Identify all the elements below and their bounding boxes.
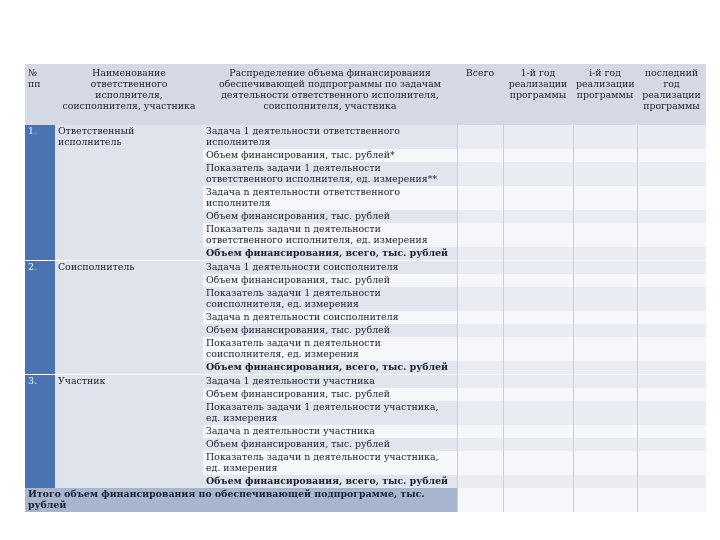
task-description: Показатель задачи 1 деятельности участника, ед. измерения bbox=[203, 401, 457, 425]
value-cell bbox=[503, 311, 573, 324]
value-cell bbox=[637, 388, 706, 401]
row-number-cell bbox=[25, 375, 55, 489]
task-description: Объем финансирования, тыс. рублей bbox=[203, 274, 457, 287]
value-cell bbox=[503, 247, 573, 261]
value-cell bbox=[457, 223, 503, 247]
value-cell bbox=[573, 274, 637, 287]
value-cell bbox=[503, 438, 573, 451]
value-cell bbox=[637, 475, 706, 488]
value-cell bbox=[457, 451, 503, 475]
value-cell bbox=[573, 337, 637, 361]
value-cell bbox=[637, 125, 706, 149]
value-cell bbox=[503, 274, 573, 287]
value-cell bbox=[637, 425, 706, 438]
header-year-i: i-й год реализации программы bbox=[573, 64, 637, 125]
value-cell bbox=[637, 287, 706, 311]
task-description: Показатель задачи n деятельности ответственного исполнителя, ед. измерения bbox=[203, 223, 457, 247]
task-description: Задача 1 деятельности соисполнителя bbox=[203, 261, 457, 275]
value-cell bbox=[457, 162, 503, 186]
value-cell bbox=[637, 324, 706, 337]
value-cell bbox=[503, 425, 573, 438]
value-cell bbox=[503, 337, 573, 361]
value-cell bbox=[457, 401, 503, 425]
value-cell bbox=[573, 287, 637, 311]
value-cell bbox=[637, 223, 706, 247]
value-cell bbox=[573, 125, 637, 149]
grand-total-label: Итого объем финансирования по обеспечивающей подпрограмме, тыс. рублей bbox=[25, 488, 457, 512]
value-cell bbox=[573, 261, 637, 275]
value-cell bbox=[573, 451, 637, 475]
table-row bbox=[25, 125, 706, 149]
value-cell bbox=[503, 186, 573, 210]
value-cell bbox=[637, 337, 706, 361]
value-cell bbox=[573, 361, 637, 375]
value-cell bbox=[637, 311, 706, 324]
value-cell bbox=[457, 149, 503, 162]
value-cell bbox=[573, 475, 637, 488]
value-cell bbox=[503, 388, 573, 401]
value-cell bbox=[457, 247, 503, 261]
participant-name: Соисполнитель bbox=[55, 261, 203, 375]
header-total: Всего bbox=[457, 64, 503, 125]
value-cell bbox=[457, 287, 503, 311]
task-description: Задача 1 деятельности участника bbox=[203, 375, 457, 389]
value-cell bbox=[457, 210, 503, 223]
header-name: Наименование ответственного исполнителя, соисполнителя, участника bbox=[55, 64, 203, 125]
value-cell bbox=[637, 438, 706, 451]
value-cell bbox=[573, 223, 637, 247]
financing-table bbox=[25, 64, 706, 512]
value-cell bbox=[503, 162, 573, 186]
value-cell bbox=[503, 149, 573, 162]
section-total-label: Объем финансирования, всего, тыс. рублей bbox=[203, 475, 457, 488]
table-row bbox=[25, 261, 706, 275]
value-cell bbox=[503, 324, 573, 337]
value-cell bbox=[503, 223, 573, 247]
value-cell bbox=[573, 425, 637, 438]
value-cell bbox=[503, 125, 573, 149]
task-description: Объем финансирования, тыс. рублей bbox=[203, 324, 457, 337]
value-cell bbox=[637, 488, 706, 512]
value-cell bbox=[503, 210, 573, 223]
value-cell bbox=[573, 388, 637, 401]
row-number: 2. bbox=[28, 262, 37, 273]
value-cell bbox=[637, 451, 706, 475]
value-cell bbox=[503, 361, 573, 375]
value-cell bbox=[573, 162, 637, 186]
value-cell bbox=[637, 247, 706, 261]
task-description: Объем финансирования, тыс. рублей bbox=[203, 388, 457, 401]
value-cell bbox=[457, 488, 503, 512]
value-cell bbox=[573, 210, 637, 223]
task-description: Показатель задачи 1 деятельности ответственного исполнителя, ед. измерения** bbox=[203, 162, 457, 186]
task-description: Задача 1 деятельности ответственного исполнителя bbox=[203, 125, 457, 149]
value-cell bbox=[503, 451, 573, 475]
task-description: Показатель задачи n деятельности соисполнителя, ед. измерения bbox=[203, 337, 457, 361]
value-cell bbox=[637, 375, 706, 389]
value-cell bbox=[573, 149, 637, 162]
value-cell bbox=[457, 337, 503, 361]
task-description: Объем финансирования, тыс. рублей bbox=[203, 210, 457, 223]
value-cell bbox=[457, 438, 503, 451]
value-cell bbox=[573, 401, 637, 425]
header-year-last: последний год реализации программы bbox=[637, 64, 706, 125]
value-cell bbox=[503, 401, 573, 425]
value-cell bbox=[457, 361, 503, 375]
task-description: Объем финансирования, тыс. рублей bbox=[203, 438, 457, 451]
task-description: Показатель задачи n деятельности участника, ед. измерения bbox=[203, 451, 457, 475]
value-cell bbox=[637, 210, 706, 223]
header-row bbox=[25, 64, 706, 125]
value-cell bbox=[503, 287, 573, 311]
value-cell bbox=[457, 324, 503, 337]
value-cell bbox=[457, 475, 503, 488]
value-cell bbox=[573, 324, 637, 337]
header-num: № пп bbox=[25, 64, 55, 125]
value-cell bbox=[573, 186, 637, 210]
row-number: 1. bbox=[28, 126, 37, 137]
value-cell bbox=[573, 438, 637, 451]
value-cell bbox=[637, 149, 706, 162]
value-cell bbox=[573, 311, 637, 324]
section-total-label: Объем финансирования, всего, тыс. рублей bbox=[203, 247, 457, 261]
value-cell bbox=[637, 186, 706, 210]
value-cell bbox=[457, 274, 503, 287]
value-cell bbox=[573, 247, 637, 261]
task-description: Задача n деятельности соисполнителя bbox=[203, 311, 457, 324]
section-total-label: Объем финансирования, всего, тыс. рублей bbox=[203, 361, 457, 375]
value-cell bbox=[637, 361, 706, 375]
value-cell bbox=[503, 261, 573, 275]
value-cell bbox=[457, 311, 503, 324]
participant-name: Ответственный исполнитель bbox=[55, 125, 203, 261]
value-cell bbox=[637, 261, 706, 275]
value-cell bbox=[637, 162, 706, 186]
task-description: Показатель задачи 1 деятельности соисполнителя, ед. измерения bbox=[203, 287, 457, 311]
header-year-1: 1-й год реализации программы bbox=[503, 64, 573, 125]
value-cell bbox=[457, 375, 503, 389]
value-cell bbox=[637, 401, 706, 425]
value-cell bbox=[637, 274, 706, 287]
value-cell bbox=[573, 375, 637, 389]
value-cell bbox=[457, 261, 503, 275]
value-cell bbox=[573, 488, 637, 512]
value-cell bbox=[457, 388, 503, 401]
value-cell bbox=[457, 186, 503, 210]
row-number: 3. bbox=[28, 376, 37, 387]
value-cell bbox=[503, 488, 573, 512]
value-cell bbox=[503, 475, 573, 488]
row-number-cell bbox=[25, 261, 55, 375]
participant-name: Участник bbox=[55, 375, 203, 489]
header-distribution: Распределение объема финансирования обеспечивающей подпрограммы по задачам деятельности ответственного исполнителя, соисполнителя, участника bbox=[203, 64, 457, 125]
value-cell bbox=[457, 425, 503, 438]
task-description: Объем финансирования, тыс. рублей* bbox=[203, 149, 457, 162]
value-cell bbox=[503, 375, 573, 389]
value-cell bbox=[457, 125, 503, 149]
row-number-cell bbox=[25, 125, 55, 261]
table-row bbox=[25, 375, 706, 389]
grand-total-row bbox=[25, 488, 706, 512]
task-description: Задача n деятельности участника bbox=[203, 425, 457, 438]
task-description: Задача n деятельности ответственного исполнителя bbox=[203, 186, 457, 210]
